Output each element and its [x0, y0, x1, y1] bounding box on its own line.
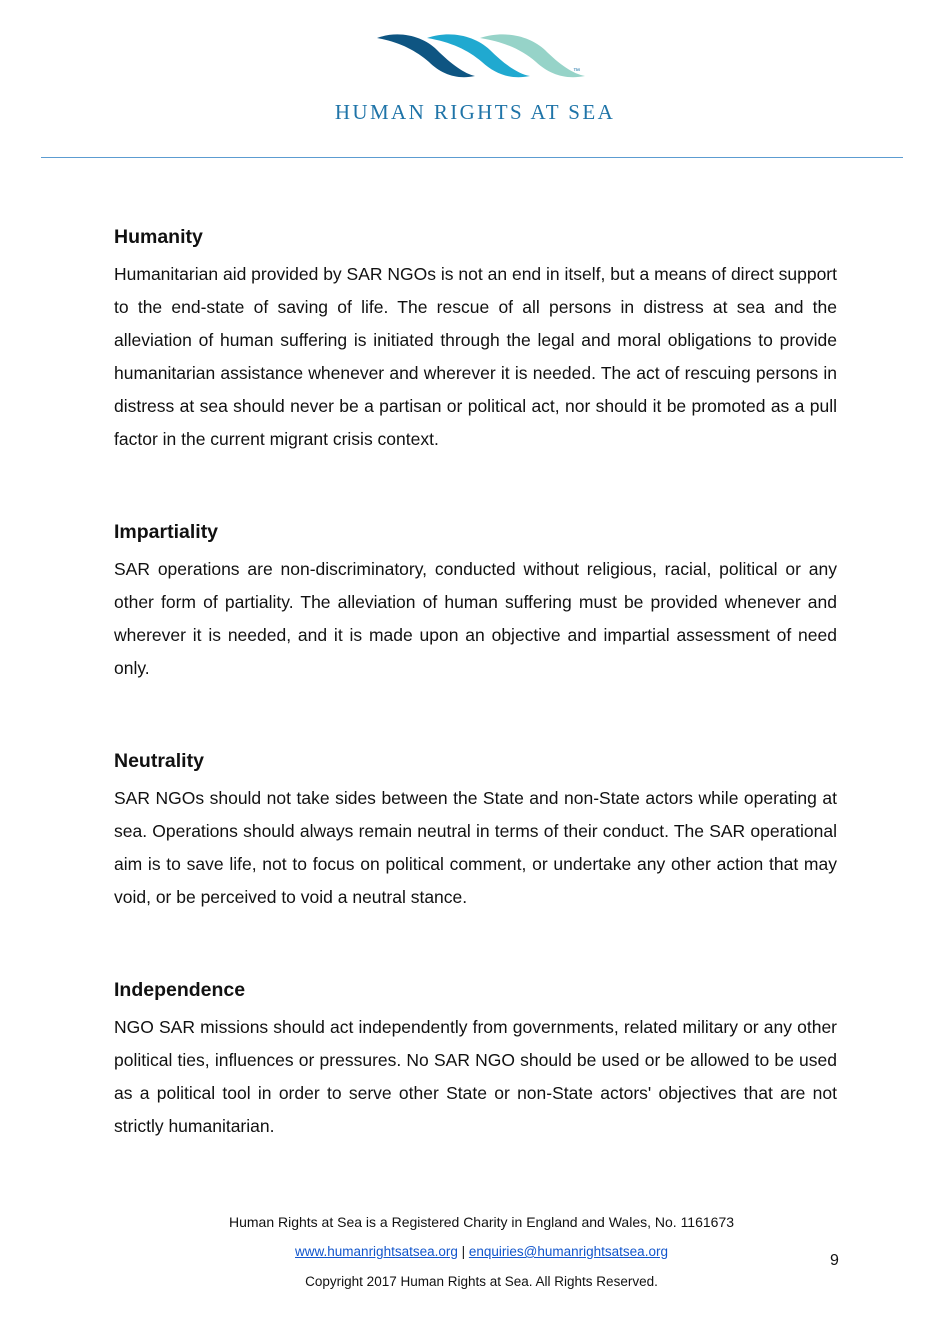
- section-paragraph: SAR NGOs should not take sides between the State and non-State actors while operating at sea. Operations should always remain neutral in terms of their conduct. The SAR operational aim is to save life, not to focus on political comment, or undertake any other action that may void, or be perceived to void a neutral stance.: [114, 788, 837, 907]
- charity-statement: Human Rights at Sea is a Registered Charity in England and Wales, No. 1161673: [228, 1214, 735, 1230]
- website-link[interactable]: www.humanrightsatsea.org: [295, 1244, 458, 1259]
- wave-logo-icon: [325, 30, 625, 90]
- page-footer: [0, 1212, 950, 1302]
- document-body: [114, 223, 837, 1143]
- section-neutrality: [114, 747, 837, 914]
- footer-links: [0, 1242, 950, 1272]
- logo: [0, 30, 950, 125]
- section-impartiality: [114, 518, 837, 685]
- section-heading: Impartiality: [114, 521, 219, 543]
- logo-wordmark: HUMAN RIGHTS AT SEA: [334, 100, 616, 124]
- trademark-mark: ™: [573, 68, 580, 75]
- section-humanity: [114, 223, 837, 456]
- header-divider: [41, 157, 903, 158]
- link-separator: |: [457, 1244, 469, 1259]
- section-heading: Humanity: [114, 226, 203, 248]
- section-heading: Independence: [114, 979, 246, 1001]
- section-heading: Neutrality: [114, 750, 204, 772]
- section-paragraph: Humanitarian aid provided by SAR NGOs is not an end in itself, but a means of direct support to the end-state of saving of life. The rescue of all persons in distress at sea and the alleviation of human suffering is initiated through the legal and moral obligations to provide humanitarian assistance whenever and wherever it is needed. The act of rescuing persons in distress at sea should never be a partisan or political act, nor should it be promoted as a pull factor in the current migrant crisis context.: [114, 264, 837, 449]
- section-independence: [114, 976, 837, 1143]
- section-paragraph: NGO SAR missions should act independently from governments, related military or any other political ties, influences or pressures. No SAR NGO should be used or be allowed to be used as a political tool in order to serve other State or non-State actors' objectives that are not strictly humanitarian.: [114, 1017, 837, 1136]
- copyright-notice: Copyright 2017 Human Rights at Sea. All Rights Reserved.: [305, 1274, 658, 1289]
- email-link[interactable]: enquiries@humanrightsatsea.org: [468, 1244, 668, 1259]
- page-number: 9: [830, 1252, 839, 1269]
- section-paragraph: SAR operations are non-discriminatory, conducted without religious, racial, political or any other form of partiality. The alleviation of human suffering must be provided whenever and wherever it is needed, and it is made upon an objective and impartial assessment of need only.: [114, 559, 837, 678]
